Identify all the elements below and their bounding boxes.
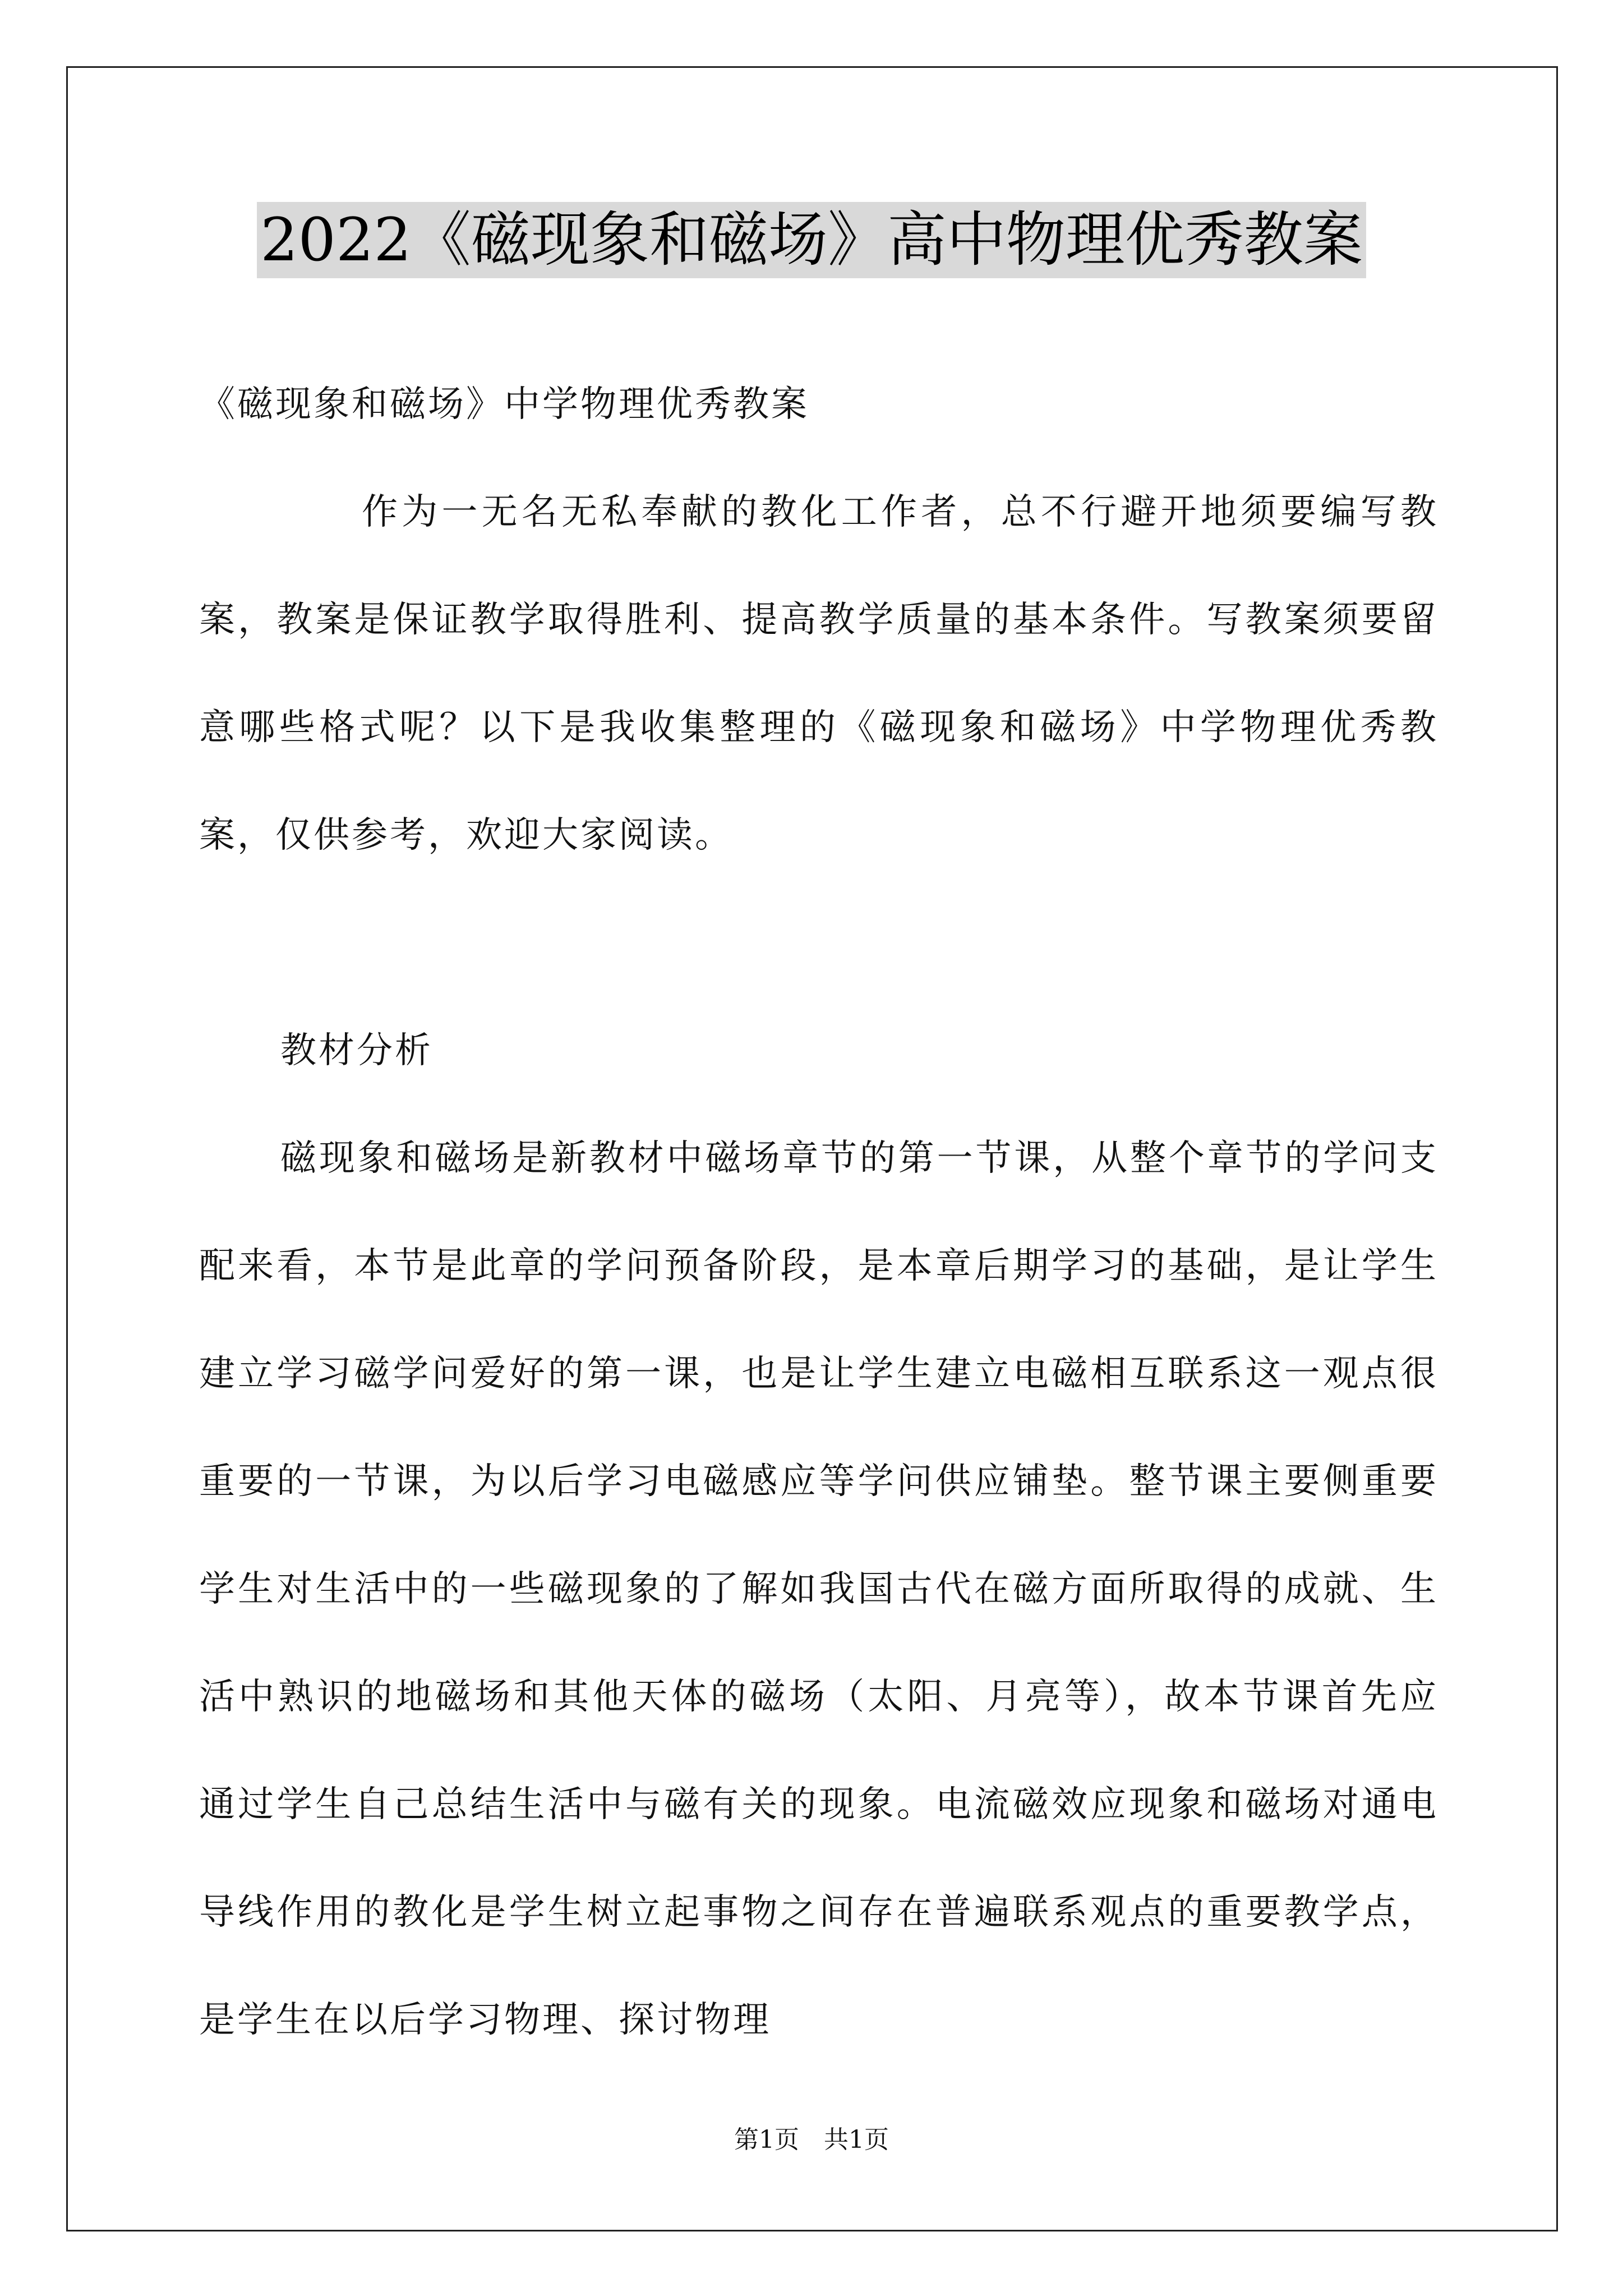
page-footer: 第1页 共1页 [734, 2125, 889, 2154]
document-body [199, 351, 1438, 2074]
document-title: 2022《磁现象和磁场》高中物理优秀教案 [257, 202, 1366, 278]
document-subtitle: 《磁现象和磁场》中学物理优秀教案 [199, 384, 809, 425]
intro-paragraph: 作为一无名无私奉献的教化工作者，总不行避开地须要编写教案，教案是保证教学取得胜利、提高教学质量的基本条件。写教案须要留意哪些格式呢？以下是我收集整理的《磁现象和磁场》中学物理优秀教案，仅供参考，欢迎大家阅读。 [199, 491, 1438, 856]
section-heading: 教材分析 [280, 1030, 433, 1071]
body-paragraph: 磁现象和磁场是新教材中磁场章节的第一节课，从整个章节的学问支配来看，本节是此章的学问预备阶段，是本章后期学习的基础，是让学生建立学习磁学问爱好的第一课，也是让学生建立电磁相互联系这一观点很重要的一节课，为以后学习电磁感应等学问供应铺垫。整节课主要侧重要学生对生活中的一些磁现象的了解如我国古代在磁方面所取得的成就、生活中熟识的地磁场和其他天体的磁场（太阳、月亮等），故本节课首先应通过学生自己总结生活中与磁有关的现象。电流磁效应现象和磁场对通电导线作用的教化是学生树立起事物之间存在普遍联系观点的重要教学点，是学生在以后学习物理、探讨物理 [199, 1138, 1438, 2041]
title-container [0, 202, 1623, 278]
